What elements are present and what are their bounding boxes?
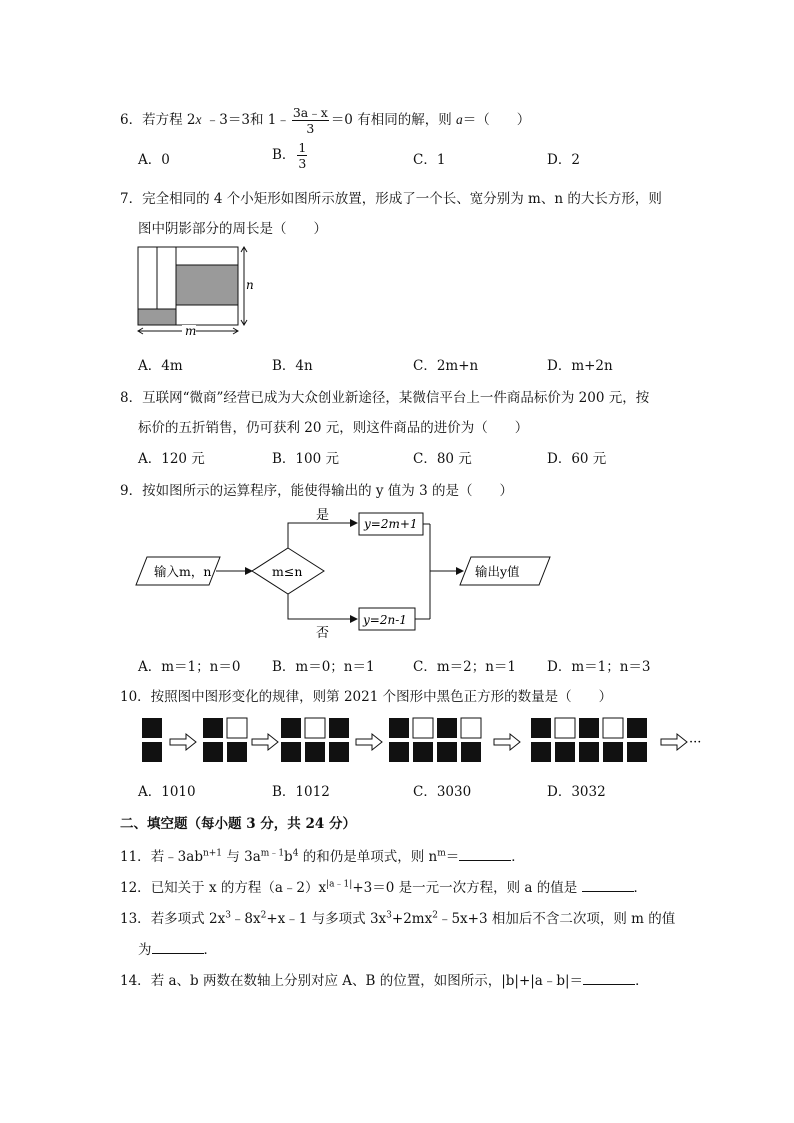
q10-option-a[interactable]: A．1010 xyxy=(138,784,196,800)
q13-stem-line2: 为 ． xyxy=(138,942,217,958)
q7-rectangle-figure xyxy=(134,243,254,338)
q13-answer-blank[interactable] xyxy=(152,941,204,954)
q6-fraction: $\frac{3a﹣x}{3}$ xyxy=(292,105,328,136)
pattern-figure-4 xyxy=(389,718,481,762)
q7-stem-line1: 7．完全相同的 4 个小矩形如图所示放置，形成了一个长、宽分别为 m、n 的大长方形，则 xyxy=(120,191,662,207)
q6-option-c[interactable]: C．1 xyxy=(413,152,446,168)
q8-option-c[interactable]: C．80 元 xyxy=(413,451,472,467)
q11-stem: 11．若$﹣3ab^{n+1}$ 与 $3a^{m﹣1}b^4$ 的和仍是单项式，则 $n^m=$ ． xyxy=(120,848,525,865)
q10-option-d[interactable]: D．3032 xyxy=(547,784,606,800)
q12-stem: 12．已知关于 x 的方程$(a﹣2)x^{|a﹣1|}+3=0$ 是一元一次方程，则 a 的值是 ． xyxy=(120,879,648,896)
q9-option-a[interactable]: A．m＝1；n＝0 xyxy=(138,659,241,675)
yes-label: 是 xyxy=(316,508,330,523)
q10-stem: 10．按照图中图形变化的规律，则第 2021 个图形中黑色正方形的数量是（ ） xyxy=(120,689,613,705)
output-label: 输出y值 xyxy=(475,564,520,579)
q9-option-d[interactable]: D．m＝1；n＝3 xyxy=(547,659,651,675)
q9-option-c[interactable]: C．m＝2；n＝1 xyxy=(413,659,517,675)
pattern-figure-1 xyxy=(142,718,162,762)
q9-stem: 9．按如图所示的运算程序，能使得输出的 y 值为 3 的是（ ） xyxy=(120,483,513,499)
q9-option-b[interactable]: B．m＝0；n＝1 xyxy=(272,659,375,675)
bottom-process-label: y=2n-1 xyxy=(363,613,407,627)
q6-stem: 6．若方程 2x ﹣3＝3和 1﹣ $\frac{3a﹣x}{3}$ ＝0 有相同的解，则 a＝（ ） xyxy=(120,105,531,136)
no-label: 否 xyxy=(316,626,330,641)
q14-answer-blank[interactable] xyxy=(583,972,635,985)
q8-option-b[interactable]: B．100 元 xyxy=(272,451,339,467)
section-fill-in-blanks-heading: 二、填空题（每小题 3 分，共 24 分） xyxy=(120,816,356,832)
pattern-figure-2 xyxy=(203,718,247,762)
pattern-ellipsis: ··· xyxy=(689,735,702,750)
top-process-label: y=2m+1 xyxy=(364,517,418,531)
q10-option-b[interactable]: B．1012 xyxy=(272,784,330,800)
label-n: n xyxy=(246,278,254,292)
shaded-region-bottom xyxy=(138,309,176,325)
q8-option-d[interactable]: D．60 元 xyxy=(547,451,607,467)
q11-answer-blank[interactable] xyxy=(459,848,511,861)
q12-answer-blank[interactable] xyxy=(582,879,634,892)
q9-flowchart xyxy=(130,500,560,645)
q8-stem-line1: 8．互联网“微商”经营已成为大众创业新途径，某微信平台上一件商品标价为 200 元，按 xyxy=(120,390,650,406)
q7-option-b[interactable]: B．4n xyxy=(272,358,313,374)
q6-option-b[interactable]: B． $\frac{1}{3}$ xyxy=(272,140,307,171)
q6-option-d[interactable]: D．2 xyxy=(547,152,580,168)
condition-label: m≤n xyxy=(272,564,303,579)
q13-stem-line1: 13．若多项式 $2x^3﹣8x^2+x﹣1$ 与多项式 $3x^3+2mx^2﹣5x+3$ 相加后不含二次项，则 m 的值 xyxy=(120,910,676,927)
q7-option-c[interactable]: C．2m+n xyxy=(413,358,479,374)
label-m: m xyxy=(185,324,197,338)
shaded-region-top xyxy=(176,265,238,305)
pattern-figure-5 xyxy=(531,718,647,762)
q8-stem-line2: 标价的五折销售，仍可获利 20 元，则这件商品的进价为（ ） xyxy=(138,420,529,436)
q14-stem: 14．若 a、b 两数在数轴上分别对应 A、B 的位置，如图所示，|b|+|a﹣b|＝ ． xyxy=(120,973,649,989)
input-label: 输入m，n xyxy=(154,564,212,579)
q8-option-a[interactable]: A．120 元 xyxy=(138,451,205,467)
q7-option-a[interactable]: A．4m xyxy=(138,358,183,374)
pattern-figure-3 xyxy=(281,718,349,762)
q7-option-d[interactable]: D．m+2n xyxy=(547,358,613,374)
q10-option-c[interactable]: C．3030 xyxy=(413,784,472,800)
q10-pattern-figure xyxy=(138,714,718,766)
q7-stem-line2: 图中阴影部分的周长是（ ） xyxy=(138,221,327,237)
q6-option-a[interactable]: A．0 xyxy=(138,152,170,168)
